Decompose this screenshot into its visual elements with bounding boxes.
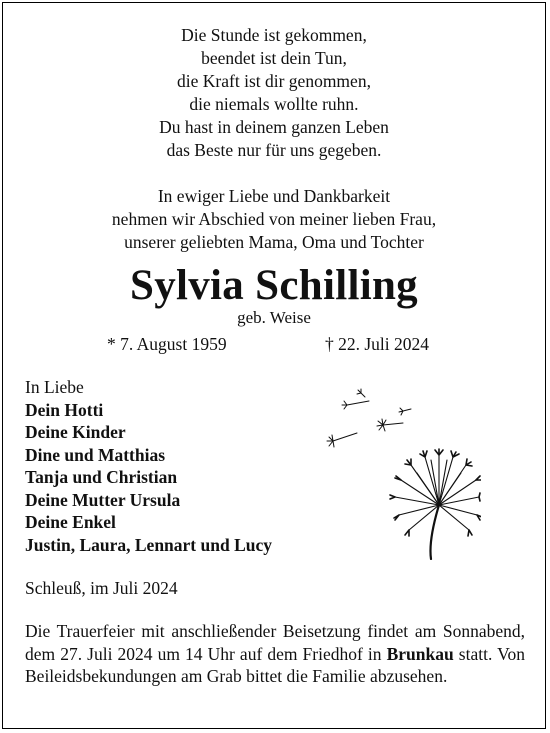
mourner-line: Deine Enkel [25, 512, 116, 532]
funeral-details [25, 620, 525, 688]
intro-line: In ewiger Liebe und Dankbarkeit [157, 186, 391, 206]
poem-line: Die Stunde ist gekommen, [181, 25, 367, 45]
poem-line: die niemals wollte ruhn. [189, 94, 359, 114]
place-and-date: Schleuß, im Juli 2024 [25, 578, 178, 598]
poem-line: die Kraft ist dir genommen, [177, 71, 371, 91]
intro-line: unserer geliebten Mama, Oma und Tochter [124, 232, 424, 252]
mourner-line: Dein Hotti [25, 399, 104, 420]
birth-date: * 7. August 1959 [107, 334, 227, 354]
mourner-line: Dine und Matthias [25, 444, 166, 465]
mourner-line: Deine Kinder [25, 422, 126, 442]
mourners-intro: In Liebe [25, 377, 84, 397]
dandelion-icon [321, 385, 481, 560]
intro-line: nehmen wir Abschied von meiner lieben Frau, [111, 209, 437, 229]
farewell-intro [3, 185, 545, 254]
obituary-notice [2, 2, 546, 729]
mourners-list [25, 376, 272, 556]
funeral-text-2: statt. Von Beileidsbekundungen am Grab bittet die Familie abzusehen. [25, 643, 525, 686]
maiden-name: geb. Weise [237, 308, 311, 327]
poem-line: Du hast in deinem ganzen Leben [159, 117, 389, 137]
funeral-text-1: Die Trauerfeier mit anschließender Beisetzung findet am Sonnabend, dem 27. Juli 2024 um 14 Uhr auf dem Friedhof in [25, 621, 525, 664]
mourner-line: Justin, Laura, Lennart und Lucy [25, 534, 273, 555]
mourner-line: Tanja und Christian [25, 467, 178, 487]
funeral-location: Brunkau [386, 643, 454, 664]
poem-line: beendet ist dein Tun, [201, 48, 347, 68]
death-date: † 22. Juli 2024 [325, 334, 430, 354]
poem [3, 24, 545, 162]
mourner-line: Deine Mutter Ursula [25, 489, 181, 510]
deceased-name: Sylvia Schilling [130, 262, 418, 309]
poem-line: das Beste nur für uns gegeben. [166, 140, 382, 160]
